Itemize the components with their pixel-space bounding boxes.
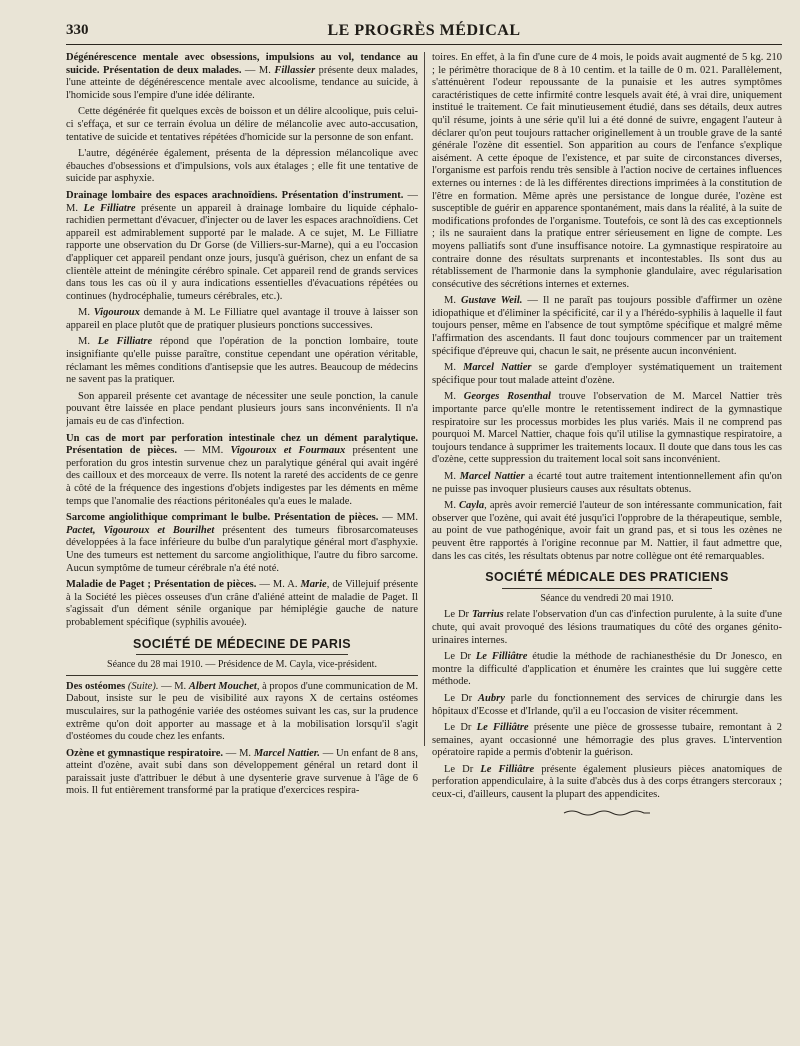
page-number: 330 [66, 22, 89, 38]
section-rule [136, 654, 347, 655]
paragraph: M. Vigouroux demande à M. Le Filliatre quel avantage il trouve à laisser son appareil en place plutôt que de pratiquer plusieurs ponctions successives. [66, 307, 418, 331]
article-paget: Maladie de Paget ; Présentation de pièces. — M. A. Marie, de Villejuif présente à la Société les pièces osseuses d'un crâne d'aliéné atteint de maladie de Paget. Il s'agissait d'un dément sénile organique par hémiplégie gauche de nature probablement spécifique (syphilis avouée). [66, 579, 418, 628]
article-drainage: Drainage lombaire des espaces arachnoïdiens. Présentation d'instrument. — M. Le Filliatre présente un appareil à drainage lombaire du liquide céphalo-rachidien permettant d'évacuer, d'injecter ou de laver les espaces arachnoïdiens. Cet appareil est admirablement supporté par le malade. A ce sujet, M. Le Filliatre rapporte une observation du Dr Gorse (de Villiers-sur-Marne), qui a eu l'occasion d'appliquer cet appareil pendant onze jours, jusqu'à guérison, chez un enfant de sa clientèle atteint de méningite cérébro spinale. Cet appareil rend de grands services dans tous les cas où il y aura indications essentielles d'évacuations répétées ou continues (hydrocéphalie, tumeurs cérébrales, etc.). [66, 189, 418, 302]
paragraph: M. Georges Rosenthal trouve l'observation de M. Marcel Nattier très importante parce qu'elle montre le retentissement indirect de la gymnastique respiratoire sur les processus morbides les plus variés. Mais il ne comprend pas pourquoi M. Marcel Nattier, chaque fois qu'il utilise la gymnastique respiratoire, a toujours tendance à supprimer les traitements locaux. Il doute que dans tous les cas d'ozène, cette suppression du traitement local soit sans inconvénient. [432, 391, 782, 466]
article-osteomes: Des ostéomes (Suite). — M. Albert Mouchet, à propos d'une communication de M. Dabout, insiste sur le peu de visibilité aux rayons X de certains ostéomes musculaires, sur la pathogénie variée des ostéomes suivant les cas, sur la prudence extrême qu'on doit apporter au massage et à la mobilisation lorsqu'il s'agit d'ostéomes du coude chez les enfants. [66, 680, 418, 743]
paragraph: Son appareil présente cet avantage de nécessiter une seule ponction, la canule pouvant être laissée en place pendant plusieurs jours sans inconvénients. Il n'a jamais eu de cas d'infection. [66, 390, 418, 428]
paragraph: Le Dr Le Filliâtre étudie la méthode de rachianesthésie du Dr Jonesco, en montre la difficulté d'application et énumère les craintes que lui suggère cette méthode. [432, 651, 782, 688]
end-flourish-ornament [432, 808, 782, 822]
page-header [66, 20, 782, 45]
paragraph: M. Marcel Nattier se garde d'employer systématiquement un traitement spécifique pour tout malade atteint d'ozène. [432, 362, 782, 386]
section-title-medecine-paris: SOCIÉTÉ DE MÉDECINE DE PARIS [133, 636, 351, 651]
article-ozene: Ozène et gymnastique respiratoire. — M. Marcel Nattier. — Un enfant de 8 ans, atteint d'ozène, avait subi dans son développement général un retard dont il paraissait juste d'attribuer le début à une dysenterie grave survenue à l'âge de 6 mois. Il fut entièrement transformé par la pratique d'exercices respira- [66, 747, 418, 797]
paragraph: Le Dr Tarrius relate l'observation d'un cas d'infection purulente, à la suite d'une chute, qui avait provoqué des lésions traumatiques du côté des organes génito-urinaires internes. [432, 609, 782, 646]
paragraph: Cette dégénérée fit quelques excès de boisson et un délire alcoolique, puis celui-ci s'effaça, et sur ce terrain évolua un délire de mélancolie avec auto-accusation, tentative de suicide et tentatives répétées d'homicide sur la personne de son enfant. [66, 106, 418, 143]
section-rule [502, 588, 712, 589]
right-column [432, 52, 782, 1036]
paragraph: Le Dr Le Filliâtre présente également plusieurs pièces anatomiques de perforation appendiculaire, à la suite d'abcès dus à des corps étrangers stercoraux ; ceux-ci, d'ailleurs, causent la plupart des appendicites. [432, 763, 782, 801]
paragraph: M. Marcel Nattier a écarté tout autre traitement intentionnellement afin qu'on ne puisse pas invoquer plusieurs causes aux résultats obtenus. [432, 471, 782, 495]
left-column [66, 52, 418, 1036]
section-title-praticiens: SOCIÉTÉ MÉDICALE DES PRATICIENS [485, 570, 729, 585]
paragraph: M. Gustave Weil. — Il ne paraît pas toujours possible d'affirmer un ozène idiopathique et d'éliminer la spécificité, car il y a l'hérédo-syphilis à laquelle il faut toujours penser, même en l'absence de tout symptôme spécifique et malgré même l'affirmation des ascendants. Il faut donc toujours commencer par un traitement spécifique d'épreuve qui, chacun le sait, ne présente aucun inconvénient. [432, 295, 782, 357]
session-info: Séance du 28 mai 1910. — Présidence de M. Cayla, vice-président. [66, 659, 418, 676]
paragraph-continued: toires. En effet, à la fin d'une cure de 4 mois, le poids avait augmenté de 5 kg. 210 ; le périmètre thoracique de 8 à 10 centim. et la taille de 0 m. 021. Parallèlement, s'atténuèrent l'odeur repoussante de la punaisie et les autres symptômes caractéristiques de cette infirmité contre lesquels avait été, à vrai dire, uniquement institué le traitement. Ce fait minutieusement étudié, dans ses détails, deux autres qu'il résume, joints à une série qu'il lui a été donné de suivre, engagent l'auteur à déclarer qu'on peut toujours rattacher originellement à un trouble grave de la santé générale l'ozène dit essentiel. Son apparition au cours de l'enfance s'explique aisément. A cette époque de l'existence, et par suite de circonstances diverses, l'organisme est parfois rendu très sensible à l'action nocive de certaines influences externes ou internes : de là les différentes directions imprimées à la constitution de l'être en formation. Même après une persistance de longue durée, l'ozène est susceptible de guérir en apparence spontanément, mais dans la réalité, à la suite de modifications profondes de l'organisme. Toutefois, ce sont là des cas exceptionnels ; ils ne sauraient dans la pratique entrer sérieusement en ligne de compte. Les moyens palliatifs sont d'une insuffisance notoire. La gymnastique respiratoire au contraire donne des résultats surprenants et incontestables. Ils sont dus au rétablissement de l'harmonie dans la symphonie glandulaire, avec régularisation consécutive des sécrétions internes et externes. [432, 52, 782, 290]
paragraph: Le Dr Aubry parle du fonctionnement des services de chirurgie dans les hôpitaux d'Ecosse et d'Irlande, qu'il a eu l'occasion de visiter récemment. [432, 692, 782, 717]
article-sarcome: Sarcome angiolithique comprimant le bulbe. Présentation de pièces. — MM. Pactet, Vigouroux et Bourilhet présentent des tumeurs fibrosarcomateuses développées à la face inférieure du bulbe d'un paralytique général mort d'asphyxie. Une des tumeurs est nettement du sarcome angiolithique, l'autre du fibro sarcome. Aucun symptôme de tumeur cérébrale n'a été noté. [66, 512, 418, 574]
paragraph: L'autre, dégénérée également, présenta de la dépression mélancolique avec ébauches d'obsessions et d'impulsions, vols aux étalages ; elle fit une tentative de suicide par asphyxie. [66, 148, 418, 185]
paragraph: M. Le Filliatre répond que l'opération de la ponction lombaire, toute insignifiante qu'elle puisse paraître, constitue cependant une opération véritable, réclamant les mêmes conditions d'antisepsie que les autres. Beaucoup de médecins ne savent pas la pratiquer. [66, 336, 418, 386]
column-divider [424, 52, 425, 746]
article-perforation: Un cas de mort par perforation intestinale chez un dément paralytique. Présentation de pièces. — MM. Vigouroux et Fourmaux présentent une perforation du gros intestin survenue chez un paralytique général qui avait ingéré des cailloux et des morceaux de verre. Ils notent la rareté des accidents de ce genre à côté de la fréquence des ingestions d'objets indigestes par les déments en même temps que l'anomalie des réactions péritonéales qu'a eues le malade. [66, 432, 418, 507]
flourish-icon [562, 808, 652, 818]
journal-title: LE PROGRÈS MÉDICAL [327, 22, 521, 39]
paragraph: Le Dr Le Filliâtre présente une pièce de grossesse tubaire, remontant à 2 semaines, ayant occasionné une hémorragie des plus graves. L'intervention opératoire rapide a permis d'obtenir la guérison. [432, 722, 782, 759]
article-degenerescence: Dégénérescence mentale avec obsessions, impulsions au vol, tendance au suicide. Présentation de deux malades. — M. Fillassier présente deux malades, l'une atteinte de dégénérescence mentale avec alcoolisme, tendance au suicide, à l'homicide sous l'empire d'une idée délirante. [66, 52, 418, 101]
session-info: Séance du vendredi 20 mai 1910. [540, 592, 674, 604]
paragraph: M. Cayla, après avoir remercié l'auteur de son intéressante communication, fait observer que l'ozène, qui avait été jusqu'ici l'opprobre de la thérapeutique, semble, au point de vue pathogénique, avoir fait un grand pas, et si tous les ozènes ne peuvent être rapportés à l'origine reconnue par M. Nattier, il faut admettre que, dans les cas cités, les résultats obtenus par notre collègue ont été remarquables. [432, 500, 782, 562]
